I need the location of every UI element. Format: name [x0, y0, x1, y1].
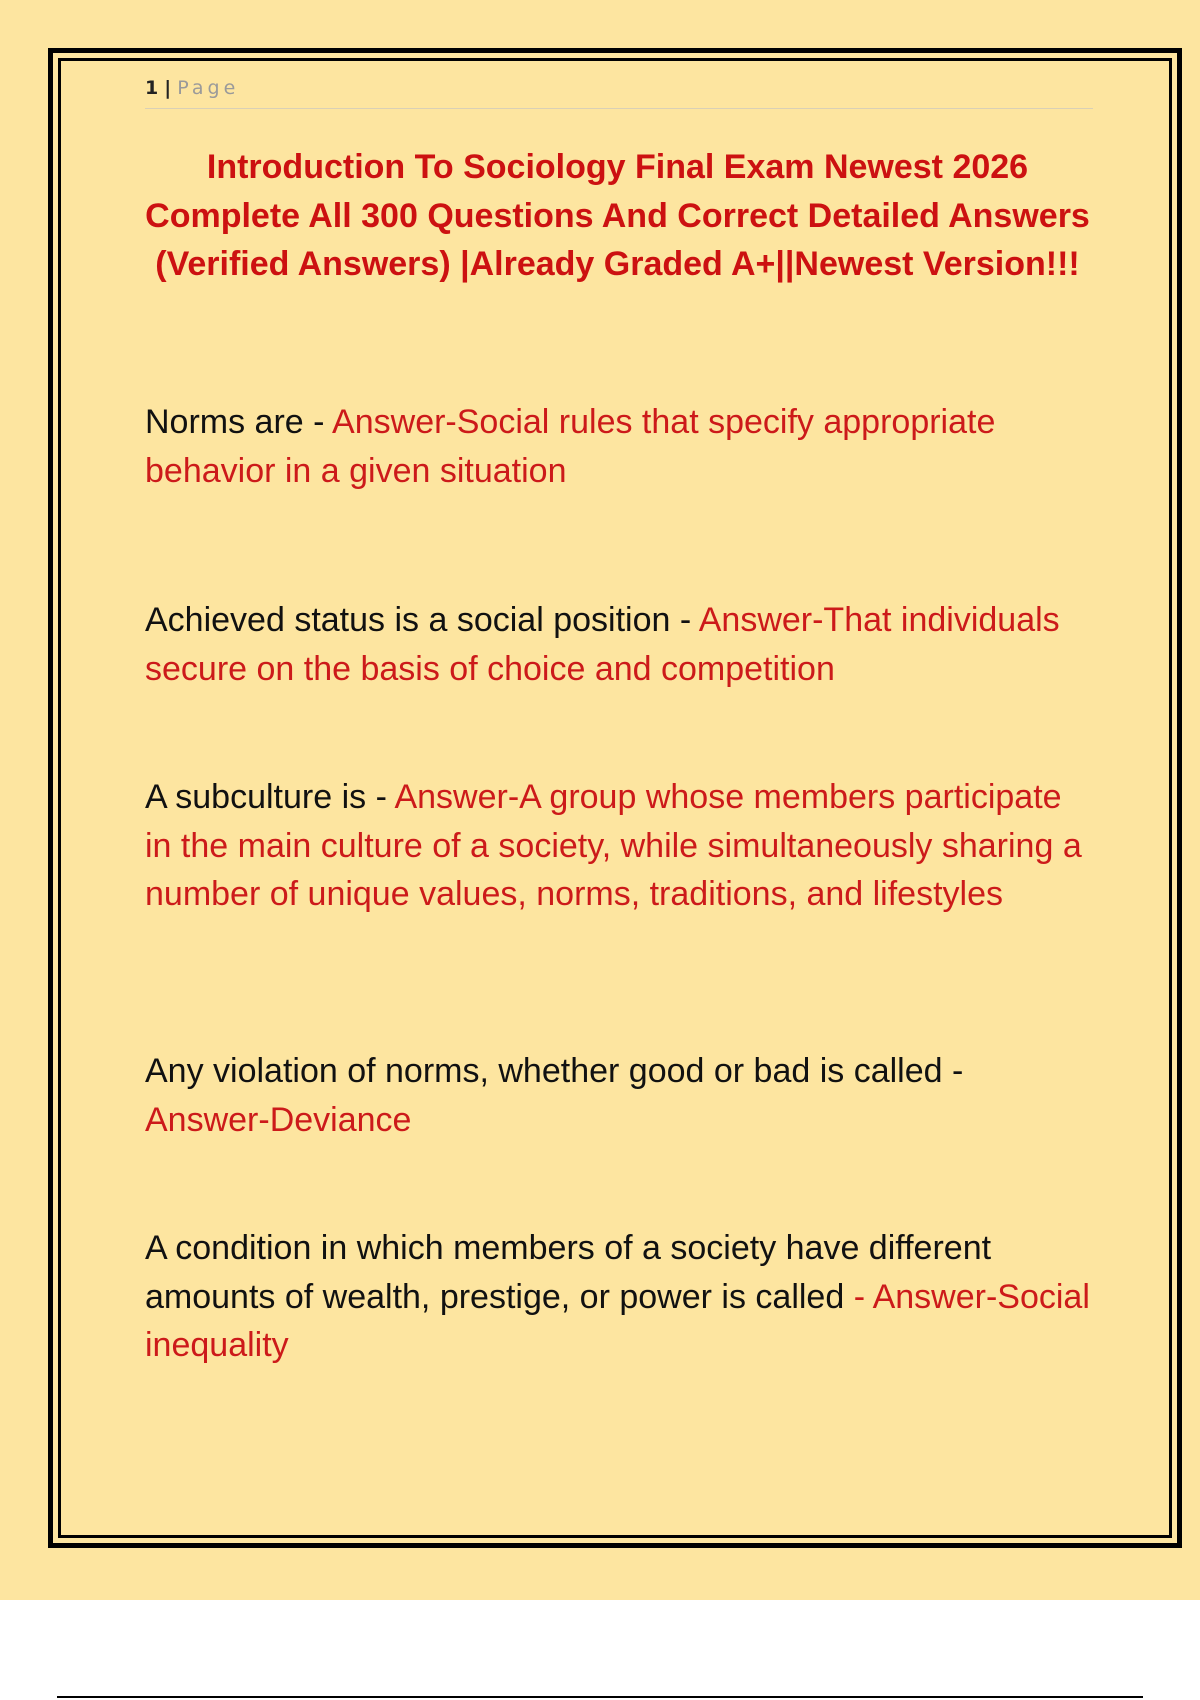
page-separator: |	[164, 77, 172, 99]
answer-text: Answer-That individuals secure on the basis of choice and competition	[145, 601, 1060, 688]
qa-item	[145, 398, 1095, 495]
question-text: Achieved status is a social position -	[145, 601, 699, 639]
document-title: Introduction To Sociology Final Exam Newest 2026 Complete All 300 Questions And Correct Detailed Answers (Verified Answers) |Already Graded A+||Newest Version!!!	[145, 148, 1090, 283]
question-text: Any violation of norms, whether good or bad is called -	[145, 1052, 964, 1090]
next-page-rule	[57, 1696, 1143, 1698]
page-label: Page	[177, 77, 240, 99]
qa-item	[145, 1047, 1095, 1144]
answer-text: Answer-Social rules that specify appropriate behavior in a given situation	[145, 403, 996, 490]
question-text: Norms are -	[145, 403, 333, 441]
question-text: A condition in which members of a society have different amounts of wealth, prestige, or power is called	[145, 1229, 992, 1316]
question-text: A subculture is -	[145, 778, 395, 816]
qa-item	[145, 1224, 1095, 1370]
qa-item	[145, 773, 1095, 919]
qa-item	[145, 596, 1095, 693]
answer-text: - Answer-Social inequality	[145, 1277, 1090, 1364]
answer-text: Answer-A group whose members participate in the main culture of a society, while simultaneously sharing a number of unique values, norms, traditions, and lifestyles	[145, 778, 1082, 913]
page-header	[145, 74, 1093, 109]
page-number: 1	[145, 77, 159, 99]
answer-text: Answer-Deviance	[145, 1100, 412, 1139]
